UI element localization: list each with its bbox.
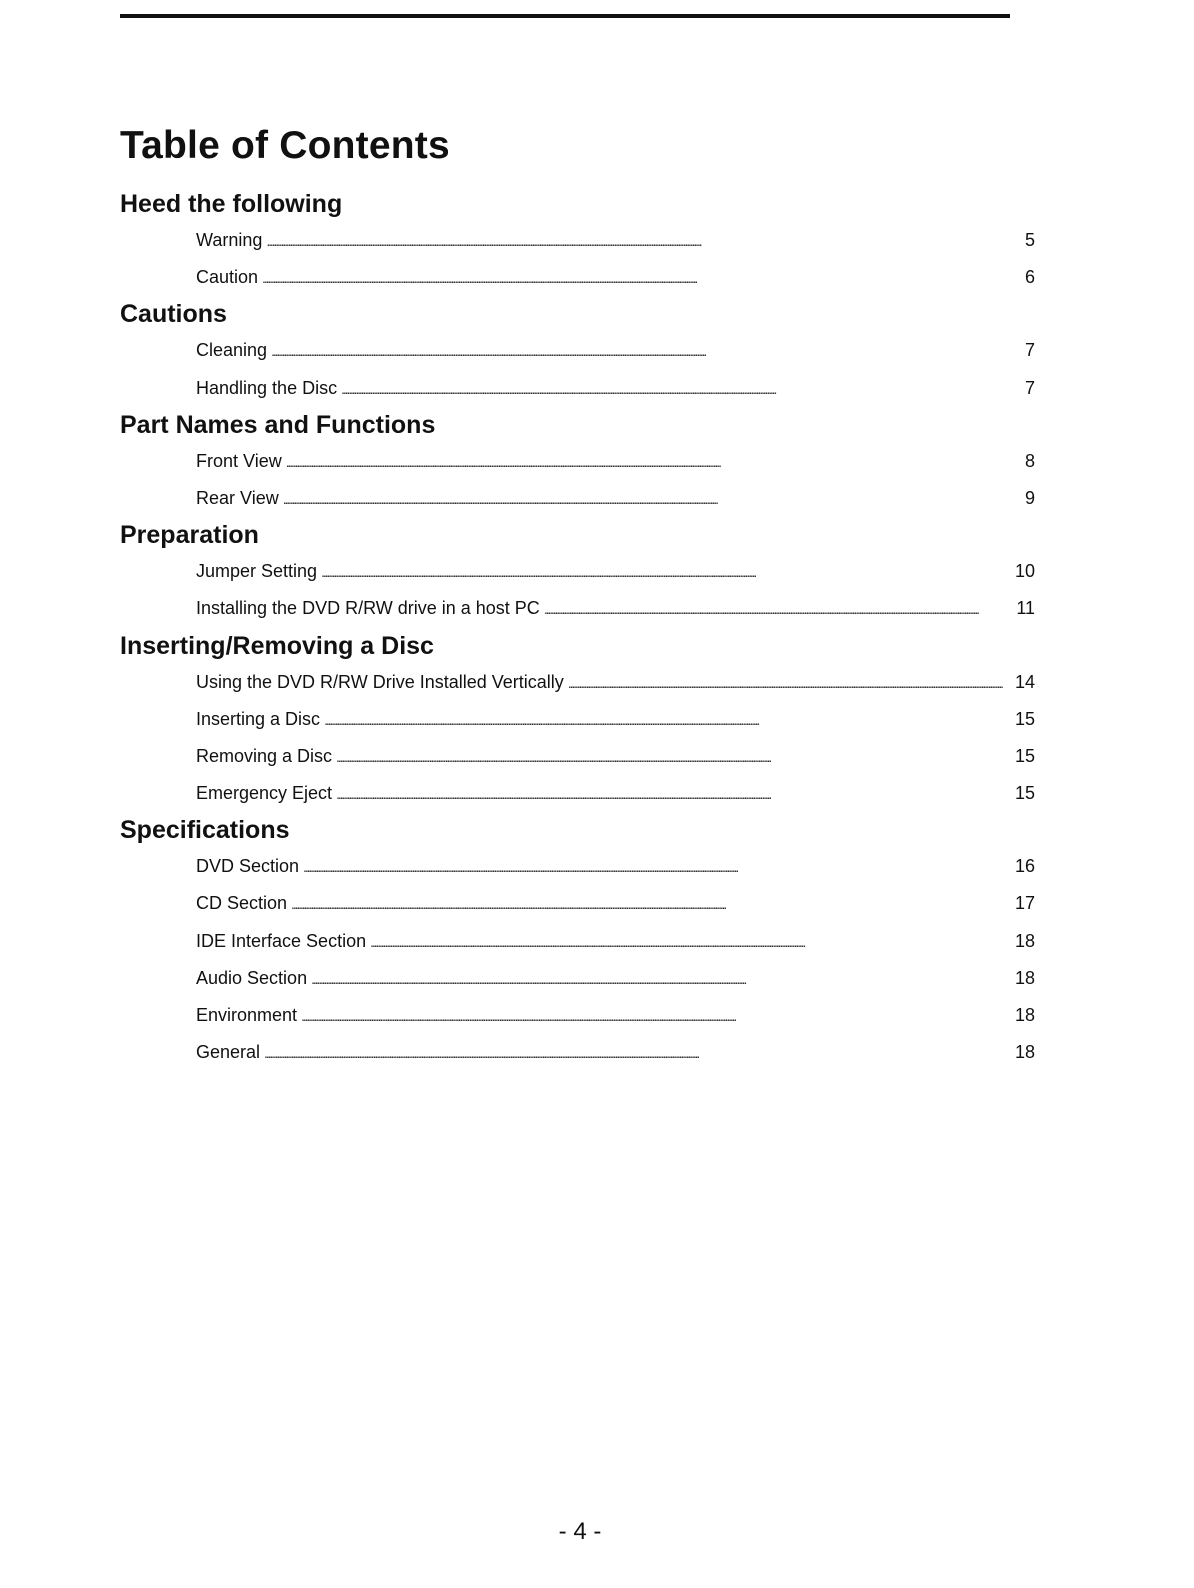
toc-entry-label: Warning xyxy=(196,230,263,250)
toc-entry-page: 11 xyxy=(1016,598,1035,619)
dot-leader xyxy=(311,960,1011,998)
toc-entry-page: 14 xyxy=(1014,671,1035,692)
toc-entry xyxy=(196,738,1035,775)
toc-entry-page: 15 xyxy=(1014,708,1035,729)
toc-entry-page: 7 xyxy=(1024,340,1035,361)
toc-entry-page: 10 xyxy=(1014,561,1035,582)
toc-entry xyxy=(196,960,1035,997)
toc-entry-label: CD Section xyxy=(196,893,288,914)
toc-entry-page: 18 xyxy=(1014,967,1035,988)
toc-entry-page: 15 xyxy=(1014,745,1035,766)
toc-entry-page: 6 xyxy=(1024,267,1035,288)
dot-leader xyxy=(321,553,1011,591)
section-heading: Cautions xyxy=(120,300,227,329)
page-number: - 4 - xyxy=(558,1518,602,1545)
toc-entry-label: Jumper Setting xyxy=(196,561,318,582)
dot-leader xyxy=(264,1034,1011,1072)
dot-leader xyxy=(271,332,1011,370)
toc-entry-label: Removing a Disc xyxy=(196,745,333,766)
toc-entry-label: Cleaning xyxy=(196,340,268,361)
dot-leader xyxy=(341,370,1011,408)
toc-entry-page: 18 xyxy=(1014,1042,1035,1063)
toc-entry-page: 15 xyxy=(1014,783,1035,804)
toc-entry-page: 16 xyxy=(1014,856,1035,877)
section-heading: Specifications xyxy=(120,816,290,845)
section-heading: Inserting/Removing a Disc xyxy=(120,631,434,660)
toc-entry xyxy=(196,923,1035,960)
toc-entry xyxy=(196,259,1035,296)
toc-entry xyxy=(196,664,1035,701)
dot-leader xyxy=(291,885,1011,923)
toc-section-cautions xyxy=(120,296,1035,406)
dot-leader xyxy=(301,997,1011,1035)
dot-leader xyxy=(303,848,1011,886)
dot-leader xyxy=(262,259,1011,297)
toc-entry-page: 8 xyxy=(1024,450,1035,471)
toc-entry-label: IDE Interface Section xyxy=(196,930,367,951)
toc-entry xyxy=(196,701,1035,738)
dot-leader xyxy=(336,738,1011,776)
top-rule xyxy=(120,14,1010,18)
dot-leader xyxy=(286,443,1011,481)
toc-entry-page: 18 xyxy=(1014,930,1035,951)
toc-section-part-names-and-functions xyxy=(120,407,1035,517)
toc-entry-label: Rear View xyxy=(196,487,279,508)
dot-leader xyxy=(568,664,1011,702)
toc-entry-page: 18 xyxy=(1014,1005,1035,1025)
toc-entry xyxy=(196,1034,1035,1071)
toc-entry-page: 17 xyxy=(1014,893,1035,914)
toc-section-preparation xyxy=(120,517,1035,627)
toc-entry-label: Inserting a Disc xyxy=(196,708,321,729)
section-heading: Preparation xyxy=(120,521,259,550)
toc-entry xyxy=(196,222,1035,259)
toc-entry-label: Using the DVD R/RW Drive Installed Vertically xyxy=(196,671,564,692)
dot-leader xyxy=(283,480,1011,518)
toc-entry xyxy=(196,997,1035,1034)
toc-entry xyxy=(196,443,1035,480)
dot-leader xyxy=(370,923,1011,961)
dot-leader xyxy=(324,701,1011,739)
dot-leader xyxy=(544,590,1011,628)
section-heading: Heed the following xyxy=(120,190,343,218)
toc-entry xyxy=(196,590,1035,627)
toc-entry-label: Installing the DVD R/RW drive in a host PC xyxy=(196,598,540,619)
toc-entry xyxy=(196,553,1035,590)
toc-entry-label: Front View xyxy=(196,450,282,471)
page-title: Table of Contents xyxy=(120,124,450,167)
dot-leader xyxy=(336,775,1011,813)
toc-entry-label: DVD Section xyxy=(196,856,300,877)
toc-entry-label: General xyxy=(196,1042,261,1063)
dot-leader xyxy=(266,222,1011,260)
toc-entry-page: 9 xyxy=(1024,487,1035,508)
section-heading: Part Names and Functions xyxy=(120,410,436,439)
toc-section-specifications xyxy=(120,812,1035,1071)
toc-entry-label: Audio Section xyxy=(196,967,308,988)
toc-entry-label: Handling the Disc xyxy=(196,377,338,398)
toc-section-heed-the-following xyxy=(120,186,1035,296)
toc-entry xyxy=(196,370,1035,407)
toc-entry xyxy=(196,480,1035,517)
toc-entry xyxy=(196,885,1035,922)
toc-entry-label: Environment xyxy=(196,1005,298,1025)
toc-entry-label: Caution xyxy=(196,267,259,288)
toc-section-inserting-removing-a-disc xyxy=(120,628,1035,813)
toc-entry-label: Emergency Eject xyxy=(196,783,333,804)
toc-entry xyxy=(196,332,1035,369)
toc-entry-page: 7 xyxy=(1024,377,1035,398)
toc-entry xyxy=(196,848,1035,885)
table-of-contents xyxy=(120,186,1035,1071)
toc-entry-page: 5 xyxy=(1024,230,1035,250)
toc-entry xyxy=(196,775,1035,812)
